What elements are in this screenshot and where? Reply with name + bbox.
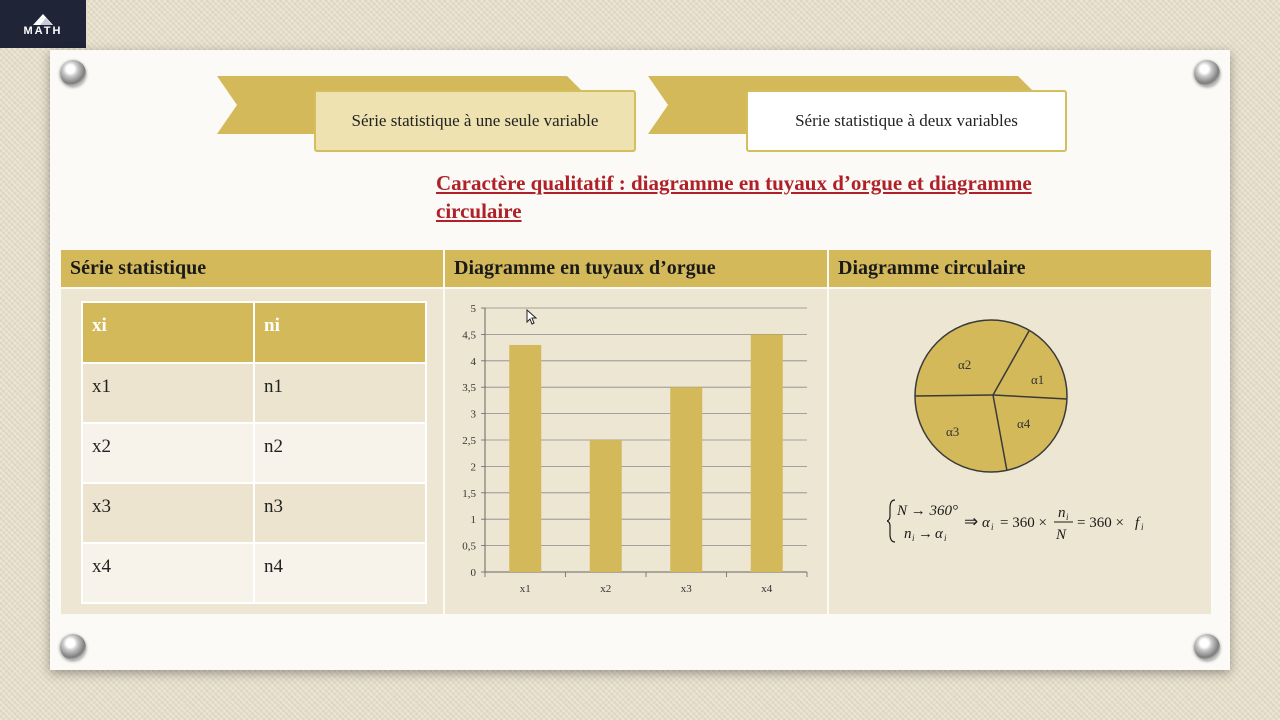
section-heading: Caractère qualitatif : diagramme en tuyaux d’orgue et diagramme circulaire <box>436 171 1032 223</box>
pie-chart <box>829 289 1211 614</box>
formula-sub: i <box>912 533 915 543</box>
pie-label: α3 <box>946 424 960 439</box>
formula-line1: N → 360° <box>897 503 959 519</box>
header-bars <box>445 250 827 287</box>
y-tick-label: 4,5 <box>462 329 476 342</box>
header-pie-label: Diagramme circulaire <box>838 257 1026 279</box>
formula-arrow-small: → <box>918 526 933 542</box>
x-tick-label: x1 <box>519 583 531 595</box>
y-tick-label: 1 <box>470 514 476 527</box>
pin-icon <box>1194 60 1220 86</box>
table-header-ni: ni <box>254 302 426 363</box>
formula-eq1: = 360 × <box>1000 515 1047 531</box>
x-tick-label: x3 <box>680 583 692 595</box>
formula-alpha: α <box>982 515 990 531</box>
formula-frac-num: n <box>1058 505 1066 521</box>
bar-x1 <box>509 345 541 572</box>
angle-formula <box>887 496 1177 546</box>
formula-line2-n: n <box>904 526 912 542</box>
header-bars-label: Diagramme en tuyaux d’orgue <box>454 257 716 279</box>
table-cell: n1 <box>254 363 426 423</box>
brace-icon <box>887 500 895 542</box>
logo-mark-icon <box>30 12 56 26</box>
tab-single-variable-label: Série statistique à une seule variable <box>351 111 599 130</box>
pin-icon <box>1194 634 1220 660</box>
table-header-row <box>82 302 426 363</box>
content-grid <box>61 250 1211 614</box>
formula-sub: i <box>944 533 947 543</box>
logo-text: MATH <box>23 24 63 37</box>
y-tick-label: 2,5 <box>462 435 476 447</box>
pin-icon <box>60 634 86 660</box>
bar-x4 <box>751 334 783 572</box>
table-cell: x1 <box>82 363 254 423</box>
table-row <box>82 363 426 423</box>
bar-chart <box>445 289 827 614</box>
formula-f: f <box>1135 515 1140 531</box>
pie-label: α4 <box>1017 416 1031 431</box>
tab-two-variables[interactable] <box>746 90 1067 152</box>
y-tick-label: 0 <box>470 567 476 579</box>
pie-divider <box>915 395 993 396</box>
table-row <box>82 423 426 483</box>
pie-label: α2 <box>958 357 972 372</box>
formula-sub: i <box>991 522 994 532</box>
table-cell: n2 <box>254 423 426 483</box>
table-cell: x4 <box>82 543 254 603</box>
header-series-label: Série statistique <box>70 257 207 279</box>
bar-x2 <box>590 440 622 572</box>
y-tick-label: 3 <box>470 408 476 421</box>
table-cell: x3 <box>82 483 254 543</box>
series-panel <box>61 289 443 614</box>
app-logo <box>0 0 86 48</box>
table-cell: n3 <box>254 483 426 543</box>
y-tick-label: 0,5 <box>462 540 476 553</box>
bar-x3 <box>670 387 702 572</box>
y-tick-label: 2 <box>470 461 476 474</box>
table-cell: x2 <box>82 423 254 483</box>
formula-implies: ⇒ <box>964 512 979 531</box>
y-tick-label: 3,5 <box>462 382 476 395</box>
x-tick-label: x4 <box>761 583 773 595</box>
table-row <box>82 483 426 543</box>
table-header-xi: xi <box>82 302 254 363</box>
formula-sub: i <box>1141 522 1144 532</box>
y-tick-label: 4 <box>470 355 476 368</box>
header-series <box>61 250 443 287</box>
tab-single-variable[interactable] <box>314 90 636 152</box>
y-tick-label: 1,5 <box>462 487 476 500</box>
table-cell: n4 <box>254 543 426 603</box>
header-pie <box>829 250 1211 287</box>
tab-two-variables-label: Série statistique à deux variables <box>795 111 1018 130</box>
pie-panel <box>829 289 1211 614</box>
series-table <box>81 301 427 604</box>
pie-label: α1 <box>1031 372 1045 387</box>
formula-frac-den: N <box>1056 527 1067 543</box>
pin-icon <box>60 60 86 86</box>
formula-eq2: = 360 × <box>1077 515 1124 531</box>
table-row <box>82 543 426 603</box>
formula-alpha: α <box>935 526 943 542</box>
bars-panel <box>445 289 827 614</box>
formula-sub: i <box>1066 512 1069 522</box>
mouse-cursor-icon <box>526 309 538 325</box>
slide <box>50 50 1230 670</box>
y-tick-label: 5 <box>470 303 476 315</box>
x-tick-label: x2 <box>600 583 612 595</box>
